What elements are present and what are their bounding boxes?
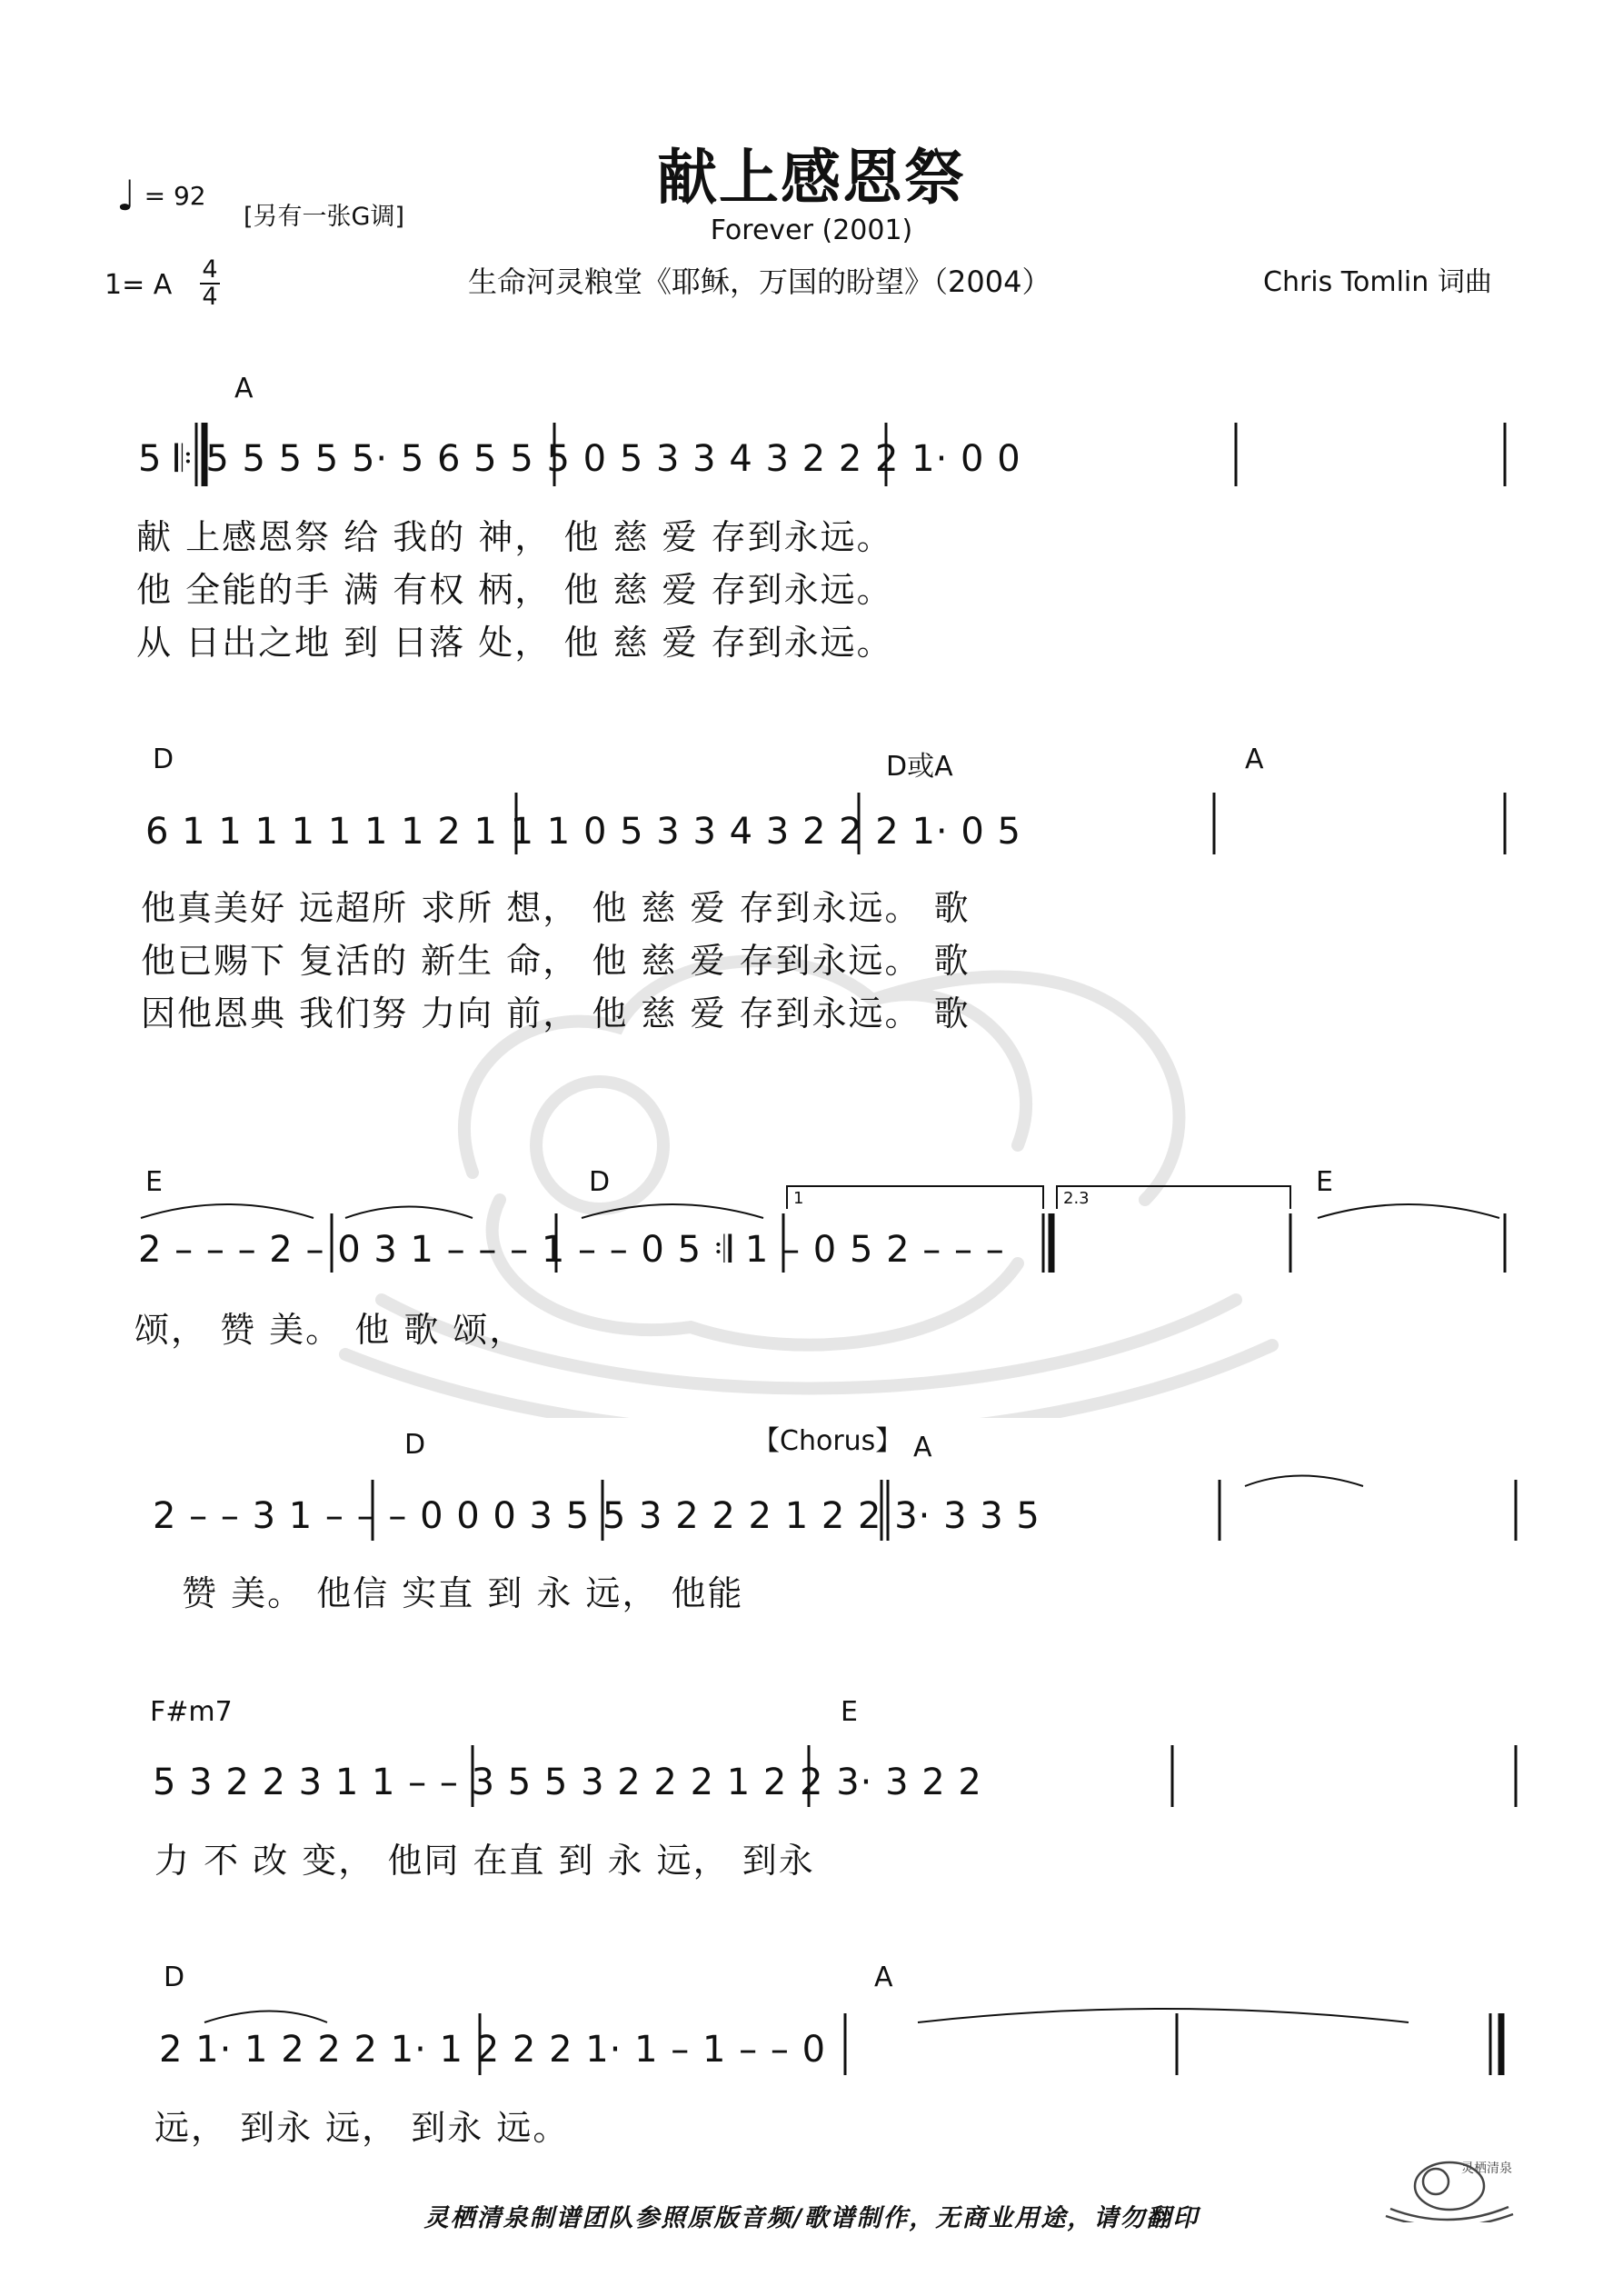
time-sig-top: 4 bbox=[202, 255, 218, 284]
lyric-line: 他真美好 远超所 求所 想， 他 慈 爱 存到永远。 歌 bbox=[141, 888, 971, 928]
volta-1-label: 1 bbox=[793, 1189, 804, 1208]
chord-label: A bbox=[913, 1432, 932, 1463]
volta-2-label: 2.3 bbox=[1063, 1189, 1090, 1208]
lyric-line: 远， 到永 远， 到永 远。 bbox=[154, 2108, 570, 2148]
time-sig-bottom: 4 bbox=[202, 283, 218, 311]
chord-label: D bbox=[589, 1166, 611, 1198]
quarter-note-icon: ♩ bbox=[116, 171, 136, 220]
lyric-line: 力 不 改 变， 他同 在直 到 永 远， 到永 bbox=[154, 1841, 815, 1881]
notes-line: 2 1· 1 2 2 2 1· 1 2 2 2 1· 1 – 1 – – 0 bbox=[159, 2029, 827, 2071]
lyric-line: 颂， 赞 美。 他 歌 颂， bbox=[134, 1310, 526, 1350]
source-album: 生命河灵粮堂《耶稣，万国的盼望》（2004） bbox=[468, 265, 1051, 299]
lyric-line: 因他恩典 我们努 力向 前， 他 慈 爱 存到永远。 歌 bbox=[141, 993, 971, 1033]
lyric-line: 他已赐下 复活的 新生 命， 他 慈 爱 存到永远。 歌 bbox=[141, 941, 971, 981]
sheep-logo-icon bbox=[1381, 2136, 1518, 2222]
chord-label: A bbox=[1245, 744, 1264, 775]
notes-line: 5 𝄆 5 5 5 5 5· 5 6 5 5 5 0 5 3 3 4 3 2 2 2 1· 0 0 bbox=[138, 438, 1021, 480]
lyric-line: 从 日出之地 到 日落 处， 他 慈 爱 存到永远。 bbox=[136, 623, 893, 663]
tempo-value: = 92 bbox=[144, 181, 206, 211]
section-label: 【Chorus】 bbox=[752, 1425, 903, 1457]
composer-credit: Chris Tomlin 词曲 bbox=[1263, 266, 1492, 298]
chord-label: E bbox=[841, 1696, 858, 1728]
chord-label: E bbox=[145, 1166, 163, 1198]
notes-line: 2 – – 3 1 – – – 0 0 0 3 5 5 3 2 2 2 1 2 2 3· 3 3 5 bbox=[153, 1495, 1041, 1537]
chord-label: A bbox=[874, 1962, 893, 1993]
chord-label: D bbox=[164, 1962, 185, 1993]
lyric-line: 赞 美。 他信 实直 到 永 远， 他能 bbox=[182, 1573, 744, 1613]
notes-line: 6 1 1 1 1 1 1 1 2 1 1 1 0 5 3 3 4 3 2 2 2 1· 0 5 bbox=[145, 811, 1021, 853]
notes-line: 5 3 2 2 3 1 1 – – 3 5 5 3 2 2 2 1 2 2 3· 3 2 2 bbox=[153, 1762, 982, 1803]
chord-label: A bbox=[234, 373, 254, 404]
song-title: 献上感恩祭 bbox=[657, 143, 966, 213]
chord-label: F#m7 bbox=[150, 1696, 233, 1728]
logo-text: 灵栖清泉 bbox=[1461, 2161, 1512, 2176]
lyric-line: 献 上感恩祭 给 我的 神， 他 慈 爱 存到永远。 bbox=[136, 517, 893, 557]
chord-label: D或A bbox=[886, 751, 953, 783]
chord-label: E bbox=[1316, 1166, 1333, 1198]
notes-line: 2 – – – 2 – 0 3 1 – – – 1 – – 0 5 𝄇 1 – 0 5 2 – – – bbox=[138, 1229, 1005, 1271]
key-signature: 1= A bbox=[105, 269, 173, 301]
footer-note: 灵栖清泉制谱团队参照原版音频/歌谱制作，无商业用途，请勿翻印 bbox=[423, 2204, 1200, 2232]
alt-key-note: [另有一张G调] bbox=[244, 203, 404, 231]
chord-label: D bbox=[404, 1429, 426, 1461]
song-subtitle: Forever (2001) bbox=[710, 215, 913, 246]
lyric-line: 他 全能的手 满 有权 柄， 他 慈 爱 存到永远。 bbox=[136, 570, 893, 610]
chord-label: D bbox=[153, 744, 174, 775]
